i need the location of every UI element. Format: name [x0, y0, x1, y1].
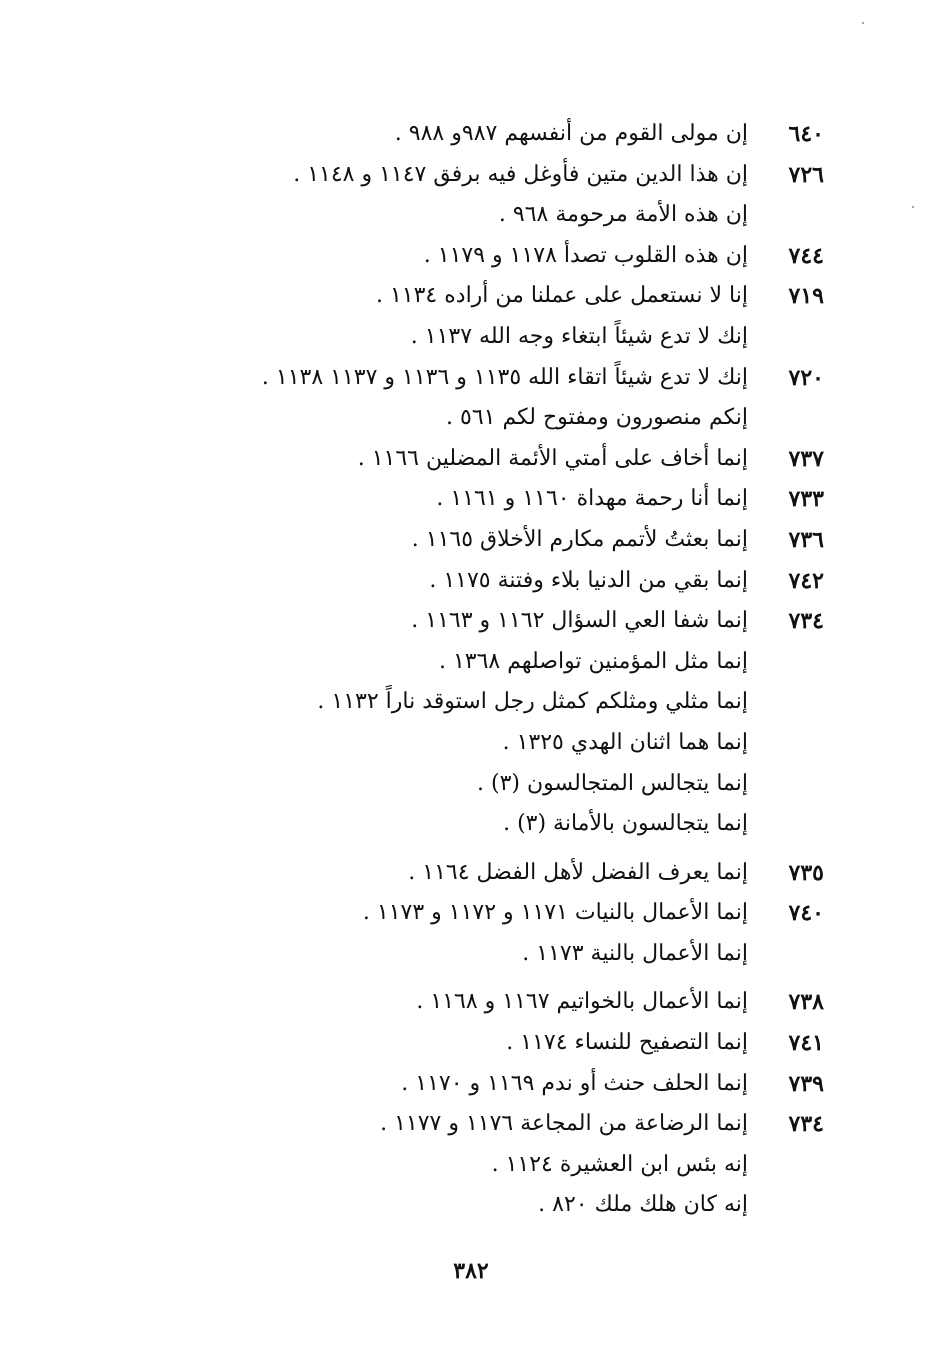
index-entry [64, 982, 824, 1023]
entry-text: إنما بعثتُ لأتمم مكارم الأخلاق ١١٦٥ . [411, 526, 748, 552]
entry-text: إنما التصفيح للنساء ١١٧٤ . [506, 1030, 748, 1056]
entry-text: إنا لا نستعمل على عملنا من أراده ١١٣٤ . [375, 283, 748, 309]
index-entry [64, 561, 824, 602]
index-entry [64, 1064, 824, 1105]
index-entry [64, 114, 824, 155]
entry-number: ٧٣٩ [788, 1070, 824, 1097]
entry-text: إن هذه الأمة مرحومة ٩٦٨ . [498, 202, 748, 228]
entry-number: ٦٤٠ [788, 121, 824, 147]
entry-number: ٧٢٠ [788, 364, 824, 391]
index-entry [64, 155, 824, 196]
entry-number: ٧٣٦ [788, 526, 824, 553]
entry-text: إنه بئس ابن العشيرة ١١٢٤ . [491, 1151, 748, 1177]
page-number: ٣٨٢ [453, 1258, 489, 1284]
entry-text: إنما مثلي ومثلكم كمثل رجل استوقد ناراً ١١٣٢ . [317, 689, 748, 715]
index-entry [64, 195, 824, 236]
index-entry [64, 1023, 824, 1064]
index-entry [64, 1104, 824, 1145]
index-entry [64, 893, 824, 934]
index-entry [64, 934, 824, 975]
entry-number: ٧٢٦ [788, 161, 824, 188]
entry-text: إنما بقي من الدنيا بلاء وفتنة ١١٧٥ . [429, 567, 748, 593]
scan-speck [862, 22, 864, 24]
index-entry [64, 276, 824, 317]
index-entry [64, 317, 824, 358]
index-entry [64, 236, 824, 277]
entry-text: إنما يعرف الفضل لأهل الفضل ١١٦٤ . [408, 859, 748, 885]
entry-text: إن هذا الدين متين فأوغل فيه برفق ١١٤٧ و ١١٤٨ . [293, 161, 748, 187]
entry-text: إنما الرضاعة من المجاعة ١١٧٦ و ١١٧٧ . [380, 1111, 748, 1137]
entry-text: إن هذه القلوب تصدأ ١١٧٨ و ١١٧٩ . [423, 242, 748, 268]
index-entry [64, 804, 824, 845]
hadith-index-list [64, 114, 824, 1226]
entry-number: ٧٣٤ [788, 1111, 824, 1138]
entry-text: إنما أخاف على أمتي الأئمة المضلين ١١٦٦ . [357, 445, 748, 471]
index-entry [64, 398, 824, 439]
index-entry [64, 723, 824, 764]
entry-number: ٧٤٤ [788, 242, 824, 269]
index-entry [64, 601, 824, 642]
entry-text: إنما هما اثنان الهدي ١٣٢٥ . [502, 729, 748, 755]
index-entry [64, 853, 824, 894]
entry-text: إنما مثل المؤمنين تواصلهم ١٣٦٨ . [438, 648, 748, 674]
entry-text: إن مولى القوم من أنفسهم ٩٨٧و ٩٨٨ . [394, 121, 748, 146]
entry-number: ٧١٩ [788, 283, 824, 310]
entry-text: إنه كان هلك ملك ٨٢٠ . [538, 1192, 748, 1218]
index-entry [64, 1185, 824, 1226]
entry-text: إنما الأعمال بالخواتيم ١١٦٧ و ١١٦٨ . [416, 989, 748, 1015]
entry-text: إنك لا تدع شيئاً ابتغاء وجه الله ١١٣٧ . [410, 323, 748, 349]
scan-speck [912, 206, 914, 208]
index-entry [64, 439, 824, 480]
entry-number: ٧٤٠ [788, 900, 824, 927]
entry-number: ٧٣٧ [788, 445, 824, 472]
entry-text: إنما الأعمال بالنية ١١٧٣ . [522, 940, 748, 966]
entry-text: إنما يتجالس المتجالسون (٣) . [477, 770, 748, 796]
entry-text: إنك لا تدع شيئاً اتقاء الله ١١٣٥ و ١١٣٦ و ١١٣٧ ١١٣٨ . [261, 364, 748, 390]
entry-text: إنما شفا العي السؤال ١١٦٢ و ١١٦٣ . [411, 608, 748, 634]
index-entry [64, 682, 824, 723]
entry-number: ٧٣٣ [788, 486, 824, 513]
index-entry [64, 764, 824, 805]
entry-number: ٧٣٤ [788, 608, 824, 635]
index-entry [64, 520, 824, 561]
entry-number: ٧٣٥ [788, 859, 824, 886]
entry-number: ٧٣٨ [788, 989, 824, 1016]
entry-number: ٧٤٢ [788, 567, 824, 594]
index-entry [64, 642, 824, 683]
index-entry [64, 479, 824, 520]
index-entry [64, 1145, 824, 1186]
entry-text: إنما أنا رحمة مهداة ١١٦٠ و ١١٦١ . [436, 486, 748, 512]
entry-text: إنكم منصورون ومفتوح لكم ٥٦١ . [446, 405, 748, 431]
entry-text: إنما يتجالسون بالأمانة (٣) . [503, 811, 748, 837]
index-entry [64, 358, 824, 399]
entry-text: إنما الحلف حنث أو ندم ١١٦٩ و ١١٧٠ . [401, 1070, 748, 1096]
entry-text: إنما الأعمال بالنيات ١١٧١ و ١١٧٢ و ١١٧٣ . [362, 900, 748, 926]
entry-number: ٧٤١ [788, 1030, 824, 1057]
